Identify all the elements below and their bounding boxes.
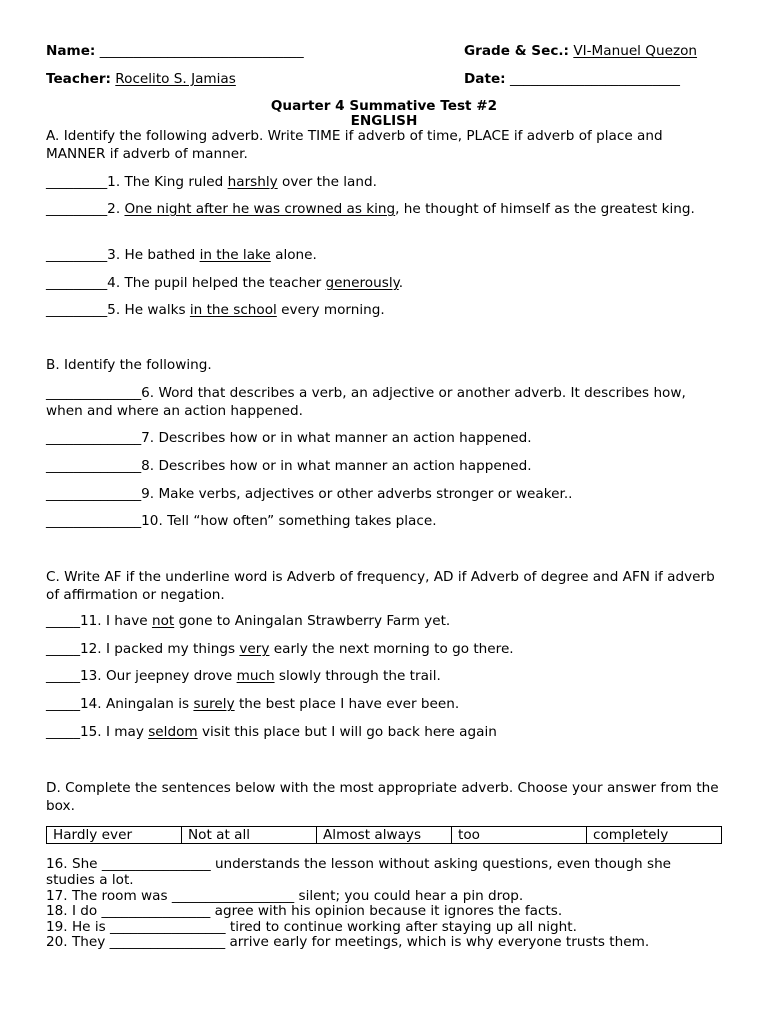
question-11 <box>46 613 722 631</box>
underlined-word: seldom <box>148 724 198 740</box>
question-text: Our jeepney drove <box>105 668 237 684</box>
underlined-word: generously <box>325 275 399 291</box>
question-text: The King ruled <box>124 174 228 190</box>
choice-too: too <box>452 827 587 844</box>
grade-section-field <box>464 42 697 60</box>
answer-blank: ______________ <box>46 513 142 529</box>
question-6 <box>46 385 722 420</box>
question-number: 5. <box>107 302 125 318</box>
name-label: Name: <box>46 43 96 59</box>
underlined-word: One night after he was crowned as king <box>124 201 396 217</box>
question-13 <box>46 668 722 686</box>
question-3 <box>46 247 722 265</box>
teacher-label: Teacher: <box>46 71 111 87</box>
question-20: 20. They _________________ arrive early for meetings, which is why everyone trusts them. <box>46 934 650 950</box>
underlined-word: not <box>151 613 175 629</box>
question-10 <box>46 513 722 531</box>
question-2 <box>46 201 722 219</box>
question-text: 7. Describes how or in what manner an action happened. <box>141 430 532 446</box>
answer-choices-box <box>46 826 722 844</box>
answer-blank: _____ <box>46 696 80 712</box>
question-text: He walks <box>124 302 190 318</box>
grade-value: VI-Manuel Quezon <box>573 43 698 59</box>
question-text: 10. Tell “how often” something takes place. <box>141 513 437 529</box>
question-text: the best place I have ever been. <box>234 696 460 712</box>
answer-blank: _________ <box>46 247 108 263</box>
question-text: The pupil helped the teacher <box>124 275 326 291</box>
question-number: 11. <box>79 613 106 629</box>
question-number: 15. <box>79 724 106 740</box>
question-4 <box>46 275 722 293</box>
question-text: He bathed <box>124 247 200 263</box>
question-number: 1. <box>107 174 125 190</box>
underlined-word: very <box>239 641 270 657</box>
choice-not-at-all: Not at all <box>182 827 317 844</box>
answer-blank: _____ <box>46 613 80 629</box>
underlined-word: much <box>236 668 275 684</box>
question-text: every morning. <box>276 302 385 318</box>
date-field <box>464 70 680 88</box>
question-text: , he thought of himself as the greatest king. <box>395 201 695 217</box>
answer-blank: _____ <box>46 641 80 657</box>
question-number: 12. <box>79 641 106 657</box>
teacher-value: Rocelito S. Jamias <box>115 71 236 87</box>
answer-blank: _________ <box>46 174 108 190</box>
question-text: gone to Aningalan Strawberry Farm yet. <box>174 613 451 629</box>
answer-blank: _____ <box>46 724 80 740</box>
question-text: 9. Make verbs, adjectives or other adverbs stronger or weaker.. <box>141 486 573 502</box>
underlined-word: in the school <box>189 302 277 318</box>
question-number: 3. <box>107 247 125 263</box>
teacher-field <box>46 70 236 88</box>
question-8 <box>46 458 722 476</box>
underlined-word: surely <box>193 696 235 712</box>
question-text: slowly through the trail. <box>274 668 441 684</box>
question-text: 8. Describes how or in what manner an action happened. <box>141 458 532 474</box>
question-16: 16. She ________________ understands the lesson without asking questions, even though she studies a lot. <box>46 856 672 888</box>
question-17: 17. The room was __________________ silent; you could hear a pin drop. <box>46 888 524 904</box>
question-14 <box>46 696 722 714</box>
test-title: Quarter 4 Summative Test #2 <box>270 98 498 114</box>
question-19: 19. He is _________________ tired to continue working after staying up all night. <box>46 919 577 935</box>
date-blank: _________________________ <box>509 71 680 87</box>
answer-blank: _________ <box>46 275 108 291</box>
question-5 <box>46 302 722 320</box>
name-field <box>46 42 304 60</box>
question-text: visit this place but I will go back here again <box>197 724 497 740</box>
question-number: 13. <box>79 668 106 684</box>
question-text: over the land. <box>277 174 377 190</box>
grade-label: Grade & Sec.: <box>464 43 569 59</box>
question-text: I packed my things <box>105 641 240 657</box>
question-text: . <box>398 275 404 291</box>
question-text: early the next morning to go there. <box>269 641 514 657</box>
choice-almost-always: Almost always <box>317 827 452 844</box>
answer-blank: ______________ <box>46 430 142 446</box>
section-d-instructions: D. Complete the sentences below with the most appropriate adverb. Choose your answer from the box. <box>46 780 719 814</box>
subject-title: ENGLISH <box>350 113 418 129</box>
question-number: 4. <box>107 275 125 291</box>
underlined-word: harshly <box>227 174 278 190</box>
answer-blank: ______________ <box>46 385 142 401</box>
answer-blank: ______________ <box>46 458 142 474</box>
answer-blank: _________ <box>46 201 108 217</box>
choice-hardly-ever: Hardly ever <box>47 827 182 844</box>
date-label: Date: <box>464 71 506 87</box>
question-text: alone. <box>270 247 317 263</box>
question-12 <box>46 641 722 659</box>
section-c-instructions: C. Write AF if the underline word is Adverb of frequency, AD if Adverb of degree and AFN if adverb of affirmation or negation. <box>46 569 715 603</box>
question-1 <box>46 174 722 192</box>
section-b-instructions: B. Identify the following. <box>46 357 212 373</box>
question-15 <box>46 724 722 742</box>
answer-blank: ______________ <box>46 486 142 502</box>
answer-blank: _____ <box>46 668 80 684</box>
question-number: 14. <box>79 696 106 712</box>
question-text: I may <box>105 724 149 740</box>
question-text: Aningalan is <box>105 696 194 712</box>
section-a-instructions: A. Identify the following adverb. Write TIME if adverb of time, PLACE if adverb of place and MANNER if adverb of manner. <box>46 128 663 162</box>
question-text: 6. Word that describes a verb, an adjective or another adverb. It describes how, when and where an action happened. <box>46 385 686 419</box>
choice-completely: completely <box>587 827 722 844</box>
question-number: 2. <box>107 201 125 217</box>
question-7 <box>46 430 722 448</box>
underlined-word: in the lake <box>199 247 271 263</box>
question-9 <box>46 486 722 504</box>
answer-blank: _________ <box>46 302 108 318</box>
name-blank: ______________________________ <box>99 43 304 59</box>
question-18: 18. I do ________________ agree with his opinion because it ignores the facts. <box>46 903 563 919</box>
question-text: I have <box>105 613 152 629</box>
